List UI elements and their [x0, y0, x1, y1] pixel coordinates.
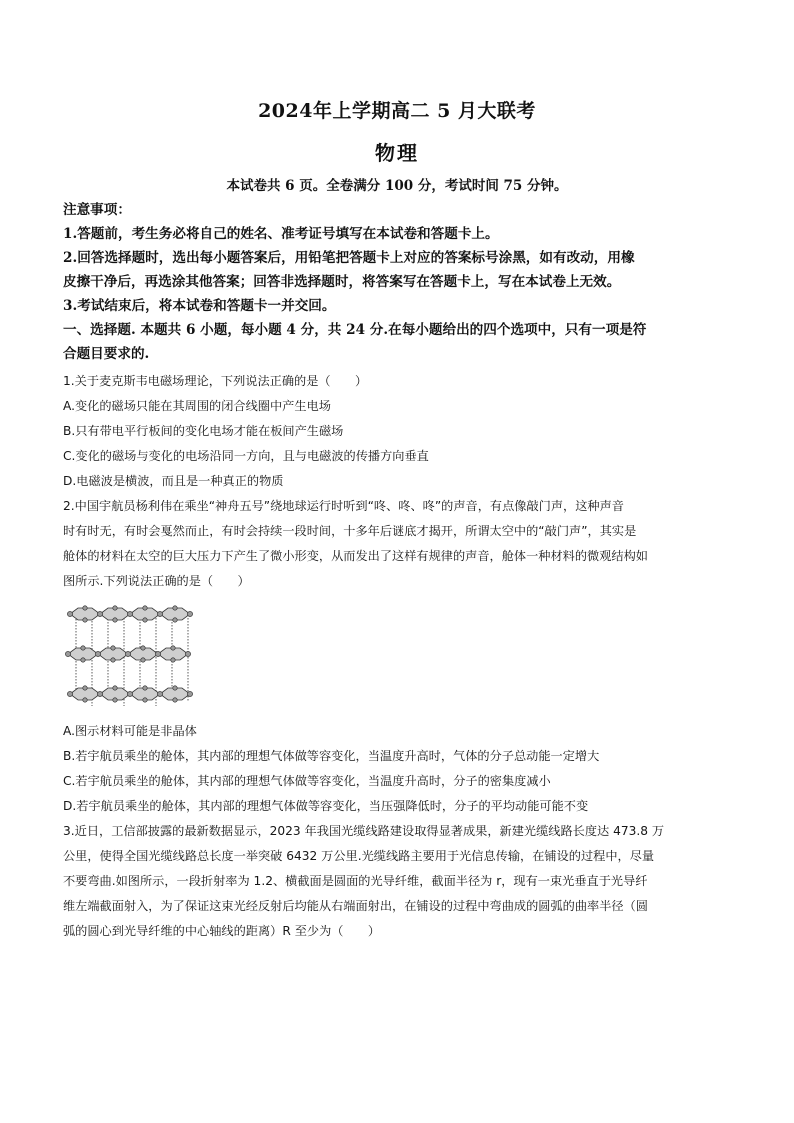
exam-title: 2024年上学期高二 5 月大联考: [258, 100, 536, 122]
q1-option-b: B.只有带电平行板间的变化电场才能在板间产生磁场: [63, 424, 344, 438]
q3-stem-line-4: 维左端截面射入，为了保证这束光经反射后均能从右端面射出，在铺设的过程中弯曲成的圆弧的曲率半径（圆: [63, 899, 648, 913]
note-2-line-2: 皮擦干净后，再选涂其他答案；回答非选择题时，将答案写在答题卡上，写在本试卷上无效。: [63, 274, 621, 290]
subject-title: 物理: [375, 141, 419, 165]
q2-option-b: B.若宇航员乘坐的舱体，其内部的理想气体做等容变化，当温度升高时，气体的分子总动能一定增大: [63, 749, 600, 763]
notes-heading: 注意事项：: [63, 202, 131, 218]
q2-stem-line-4: 图所示.下列说法正确的是（ ）: [63, 574, 250, 588]
section-heading-line-2: 合题目要求的.: [63, 346, 150, 362]
q1-stem: 1.关于麦克斯韦电磁场理论，下列说法正确的是（ ）: [63, 374, 368, 388]
q2-option-a: A.图示材料可能是非晶体: [63, 724, 197, 738]
q1-option-d: D.电磁波是横波，而且是一种真正的物质: [63, 474, 284, 488]
q1-option-c: C.变化的磁场与变化的电场沿同一方向，且与电磁波的传播方向垂直: [63, 449, 429, 463]
q2-stem-line-1: 2.中国宇航员杨利伟在乘坐“神舟五号”绕地球运行时听到“咚、咚、咚”的声音，有点像敲门声，这种声音: [63, 499, 624, 513]
q2-option-c: C.若宇航员乘坐的舱体，其内部的理想气体做等容变化，当温度升高时，分子的密集度减小: [63, 774, 551, 788]
q1-option-a: A.变化的磁场只能在其周围的闭合线圈中产生电场: [63, 399, 331, 413]
q2-option-d: D.若宇航员乘坐的舱体，其内部的理想气体做等容变化，当压强降低时，分子的平均动能可能不变: [63, 799, 589, 813]
exam-info: 本试卷共 6 页。全卷满分 100 分，考试时间 75 分钟。: [226, 178, 568, 194]
section-heading-line-1: 一、选择题. 本题共 6 小题，每小题 4 分，共 24 分.在每小题给出的四个选项中，只有一项是符: [63, 322, 647, 338]
crystal-lattice-icon: [62, 598, 202, 712]
note-3: 3.考试结束后，将本试卷和答题卡一并交回。: [63, 298, 336, 314]
note-2-line-1: 2.回答选择题时，选出每小题答案后，用铅笔把答题卡上对应的答案标号涂黑，如有改动，用橡: [63, 250, 635, 266]
q3-stem-line-2: 公里，使得全国光缆线路总长度一举突破 6432 万公里.光缆线路主要用于光信息传输，在铺设的过程中，尽量: [63, 849, 655, 863]
q2-stem-line-3: 舱体的材料在太空的巨大压力下产生了微小形变，从而发出了这样有规律的声音，舱体一种材料的微观结构如: [63, 549, 648, 563]
q3-stem-line-3: 不要弯曲.如图所示，一段折射率为 1.2、横截面是圆面的光导纤维，截面半径为 r，现有一束光垂直于光导纤: [63, 874, 648, 888]
q2-stem-line-2: 时有时无，有时会戛然而止，有时会持续一段时间，十多年后谜底才揭开，所谓太空中的“敲门声”，其实是: [63, 524, 637, 538]
note-1: 1.答题前，考生务必将自己的姓名、准考证号填写在本试卷和答题卡上。: [63, 226, 499, 242]
q3-stem-line-5: 弧的圆心到光导纤维的中心轴线的距离）R 至少为（ ）: [63, 924, 381, 938]
q3-stem-line-1: 3.近日，工信部披露的最新数据显示，2023 年我国光缆线路建设取得显著成果，新建光缆线路长度达 473.8 万: [63, 824, 665, 838]
